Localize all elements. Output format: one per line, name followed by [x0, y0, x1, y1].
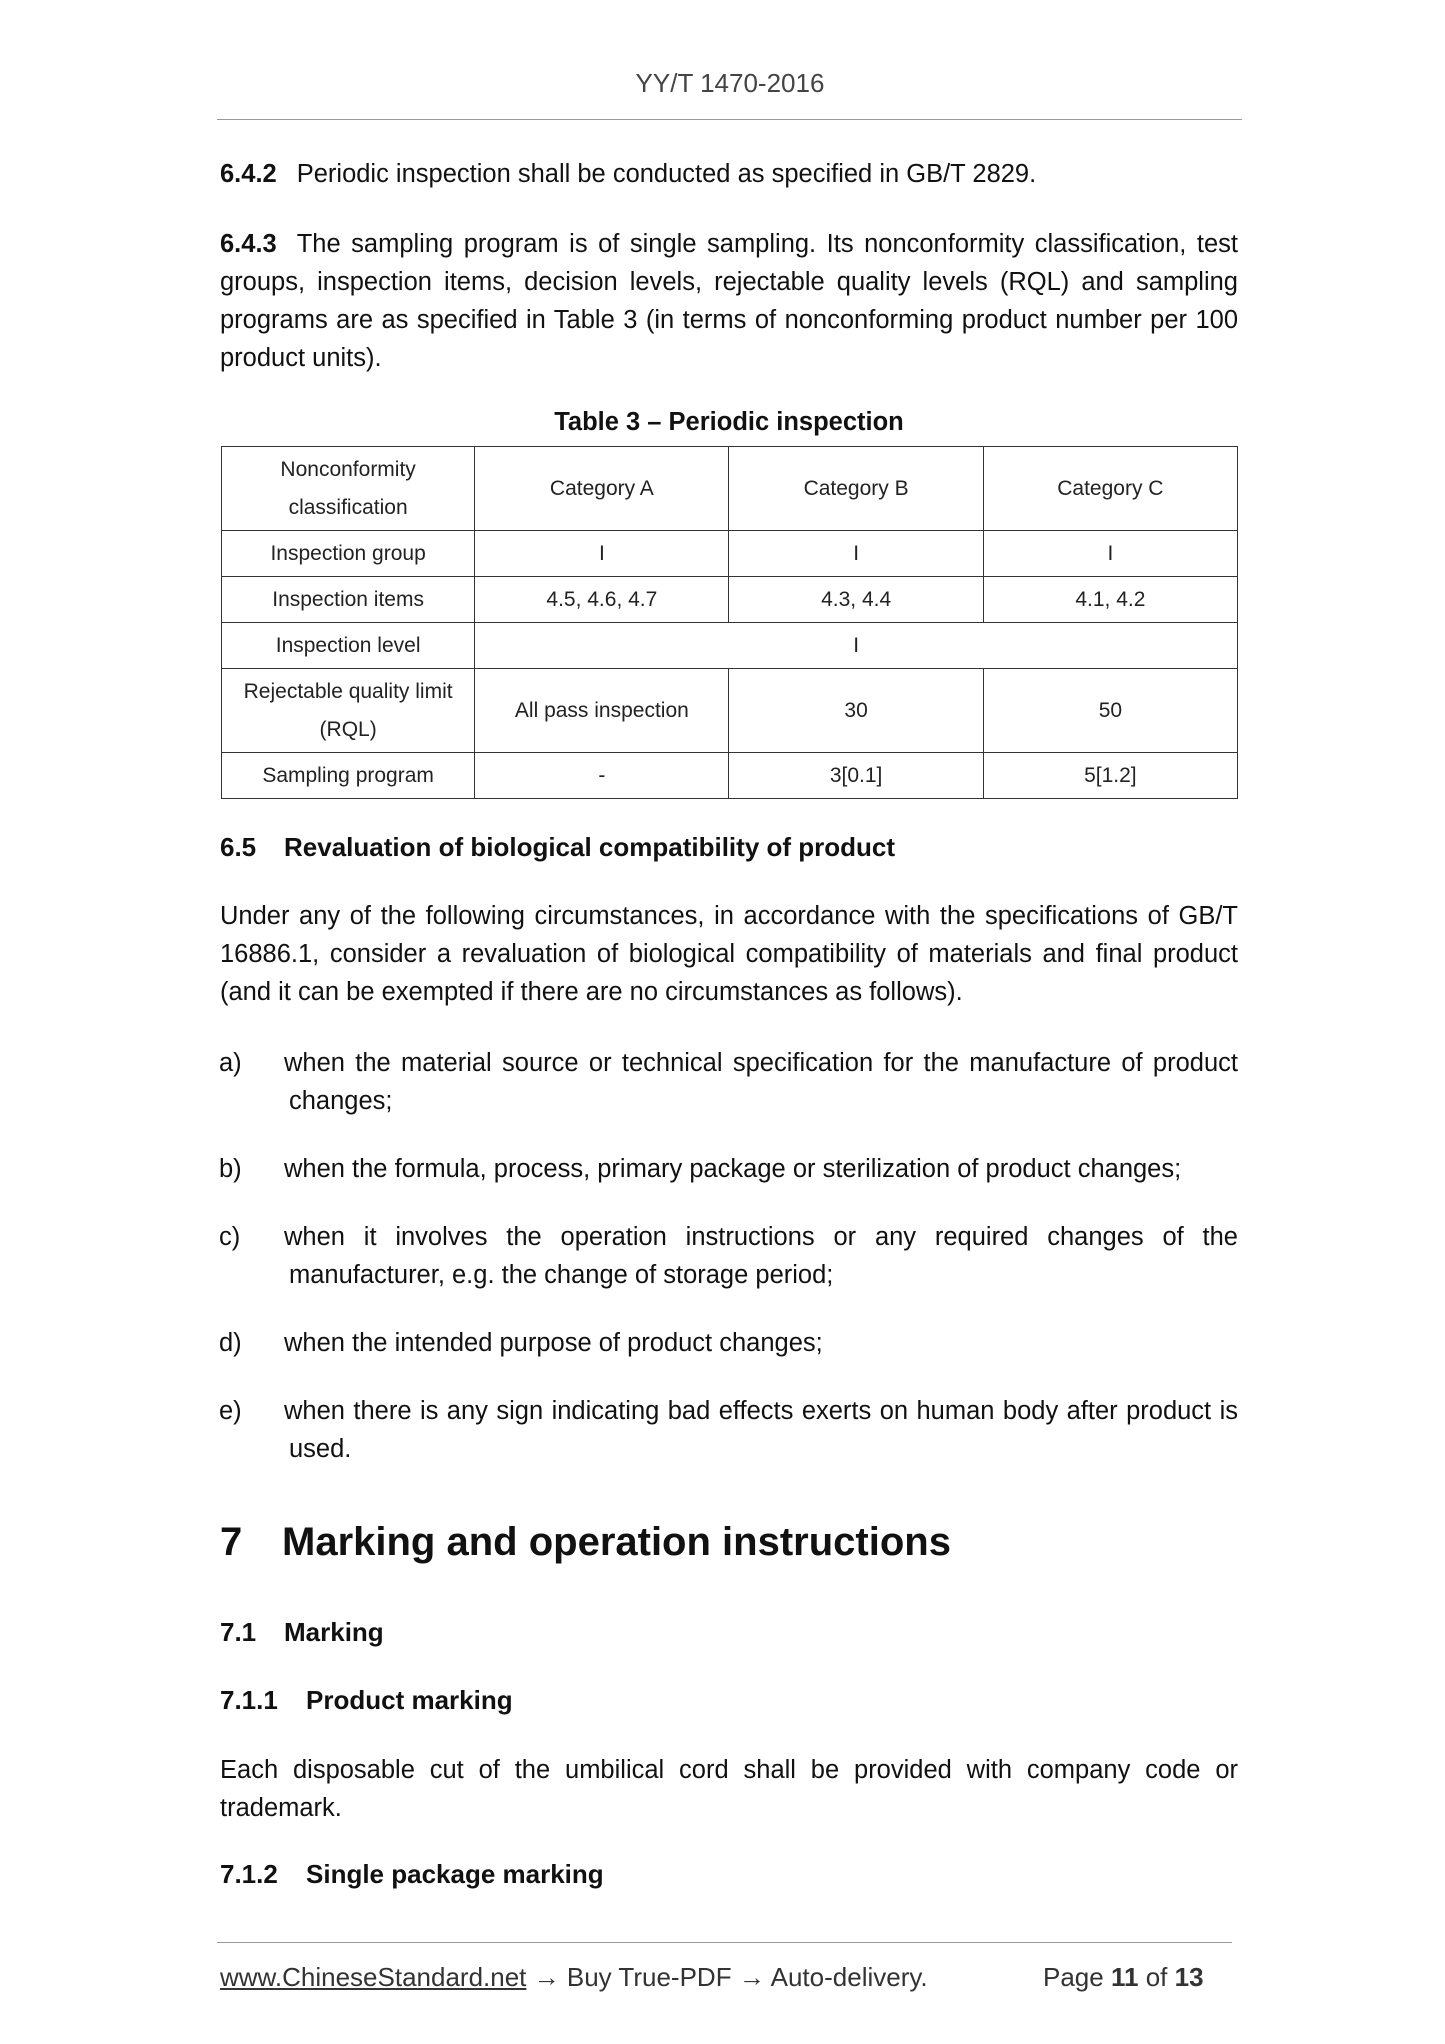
table-cell: 50	[983, 669, 1237, 753]
page-header: YY/T 1470-2016	[635, 68, 825, 98]
section-heading-7-1-2	[220, 1859, 604, 1890]
section-number: 7.1	[220, 1617, 257, 1647]
arrow-right-icon: →	[738, 1962, 765, 1992]
section-number: 7.1.1	[220, 1685, 278, 1715]
section-title: Single package marking	[306, 1859, 604, 1889]
table-cell: 4.5, 4.6, 4.7	[475, 577, 729, 623]
list-text: when the intended purpose of product changes;	[284, 1329, 823, 1357]
chapter-heading-7	[220, 1520, 951, 1565]
list-marker: a)	[219, 1049, 242, 1077]
table-cell: 4.1, 4.2	[983, 577, 1237, 623]
list-text: when the formula, process, primary package or sterilization of product changes;	[284, 1155, 1182, 1183]
section-heading-6-5	[220, 832, 895, 863]
table-cell: 3[0.1]	[729, 753, 983, 799]
list-text: when it involves the operation instructions or any required changes of the manufacturer, e.g. the change of storage period;	[284, 1223, 1238, 1289]
table-row	[222, 669, 1238, 753]
page-label: Page	[1043, 1962, 1104, 1992]
footer-links	[220, 1962, 928, 1993]
clause-text: Periodic inspection shall be conducted as specified in GB/T 2829.	[296, 160, 1037, 188]
section-title: Product marking	[306, 1685, 513, 1715]
chapter-title: Marking and operation instructions	[282, 1520, 951, 1564]
section-heading-7-1	[220, 1617, 384, 1648]
list-item	[219, 1044, 1238, 1120]
list-item	[219, 1218, 1238, 1294]
table-cell: 30	[729, 669, 983, 753]
list-marker: b)	[219, 1155, 242, 1183]
table-header-row	[222, 447, 1238, 531]
header-divider	[217, 119, 1242, 120]
list-marker: d)	[219, 1329, 242, 1357]
page-indicator	[1043, 1962, 1204, 1993]
table-cell: I	[983, 531, 1237, 577]
arrow-right-icon: →	[533, 1962, 560, 1992]
table-cell: I	[729, 531, 983, 577]
list-text: when the material source or technical specification for the manufacture of product changes;	[284, 1049, 1238, 1115]
section-number: 7.1.2	[220, 1859, 278, 1889]
list-item	[219, 1150, 1238, 1188]
clause-number: 6.4.3	[220, 230, 277, 258]
table-cell: Category B	[729, 447, 983, 531]
section-heading-7-1-1	[220, 1685, 513, 1716]
list-marker: e)	[219, 1397, 242, 1425]
clause-6-4-3	[220, 225, 1238, 377]
table-cell: 5[1.2]	[983, 753, 1237, 799]
clause-6-4-2	[220, 155, 1238, 193]
table-row	[222, 753, 1238, 799]
page-number: 11	[1110, 1962, 1139, 1992]
clause-number: 6.4.2	[220, 160, 277, 188]
table-cell: I	[475, 531, 729, 577]
delivery-text: Auto-delivery.	[770, 1962, 928, 1992]
table-row	[222, 577, 1238, 623]
section-number: 6.5	[220, 832, 257, 862]
periodic-inspection-table	[221, 446, 1238, 799]
of-label: of	[1145, 1962, 1168, 1992]
chapter-number: 7	[220, 1520, 243, 1564]
table-cell: Inspection group	[222, 531, 475, 577]
buy-text: Buy True-PDF	[566, 1962, 732, 1992]
table-cell: Rejectable quality limit (RQL)	[222, 669, 475, 753]
table-cell: Nonconformity classification	[222, 447, 475, 531]
paragraph: Each disposable cut of the umbilical cord shall be provided with company code or trademark.	[220, 1756, 1238, 1822]
table-caption: Table 3 – Periodic inspection	[554, 408, 904, 436]
table-cell: -	[475, 753, 729, 799]
paragraph: Under any of the following circumstances, in accordance with the specifications of GB/T 16886.1, consider a revaluation of biological compatibility of materials and final product (and it can be exempted if there are no circumstances as follows).	[220, 902, 1238, 1006]
table-cell: Inspection level	[222, 623, 475, 669]
list-item	[219, 1324, 1238, 1362]
table-cell: Inspection items	[222, 577, 475, 623]
section-title: Revaluation of biological compatibility of product	[284, 832, 896, 862]
footer-divider	[217, 1942, 1232, 1943]
website-link[interactable]: www.ChineseStandard.net	[220, 1962, 527, 1992]
table-cell: Sampling program	[222, 753, 475, 799]
list-item	[219, 1392, 1238, 1468]
section-title: Marking	[284, 1617, 384, 1647]
table-cell: Category C	[983, 447, 1237, 531]
table-cell: All pass inspection	[475, 669, 729, 753]
list-text: when there is any sign indicating bad effects exerts on human body after product is used.	[284, 1397, 1238, 1463]
table-cell: I	[475, 623, 1238, 669]
table-cell: 4.3, 4.4	[729, 577, 983, 623]
table-cell: Category A	[475, 447, 729, 531]
clause-text: The sampling program is of single sampling. Its nonconformity classification, test groups, inspection items, decision levels, rejectable quality levels (RQL) and sampling programs are as specified in Table 3 (in terms of nonconforming product number per 100 product units).	[220, 230, 1238, 372]
page-total: 13	[1174, 1962, 1204, 1992]
table-row	[222, 531, 1238, 577]
table-row	[222, 623, 1238, 669]
list-marker: c)	[219, 1223, 241, 1251]
